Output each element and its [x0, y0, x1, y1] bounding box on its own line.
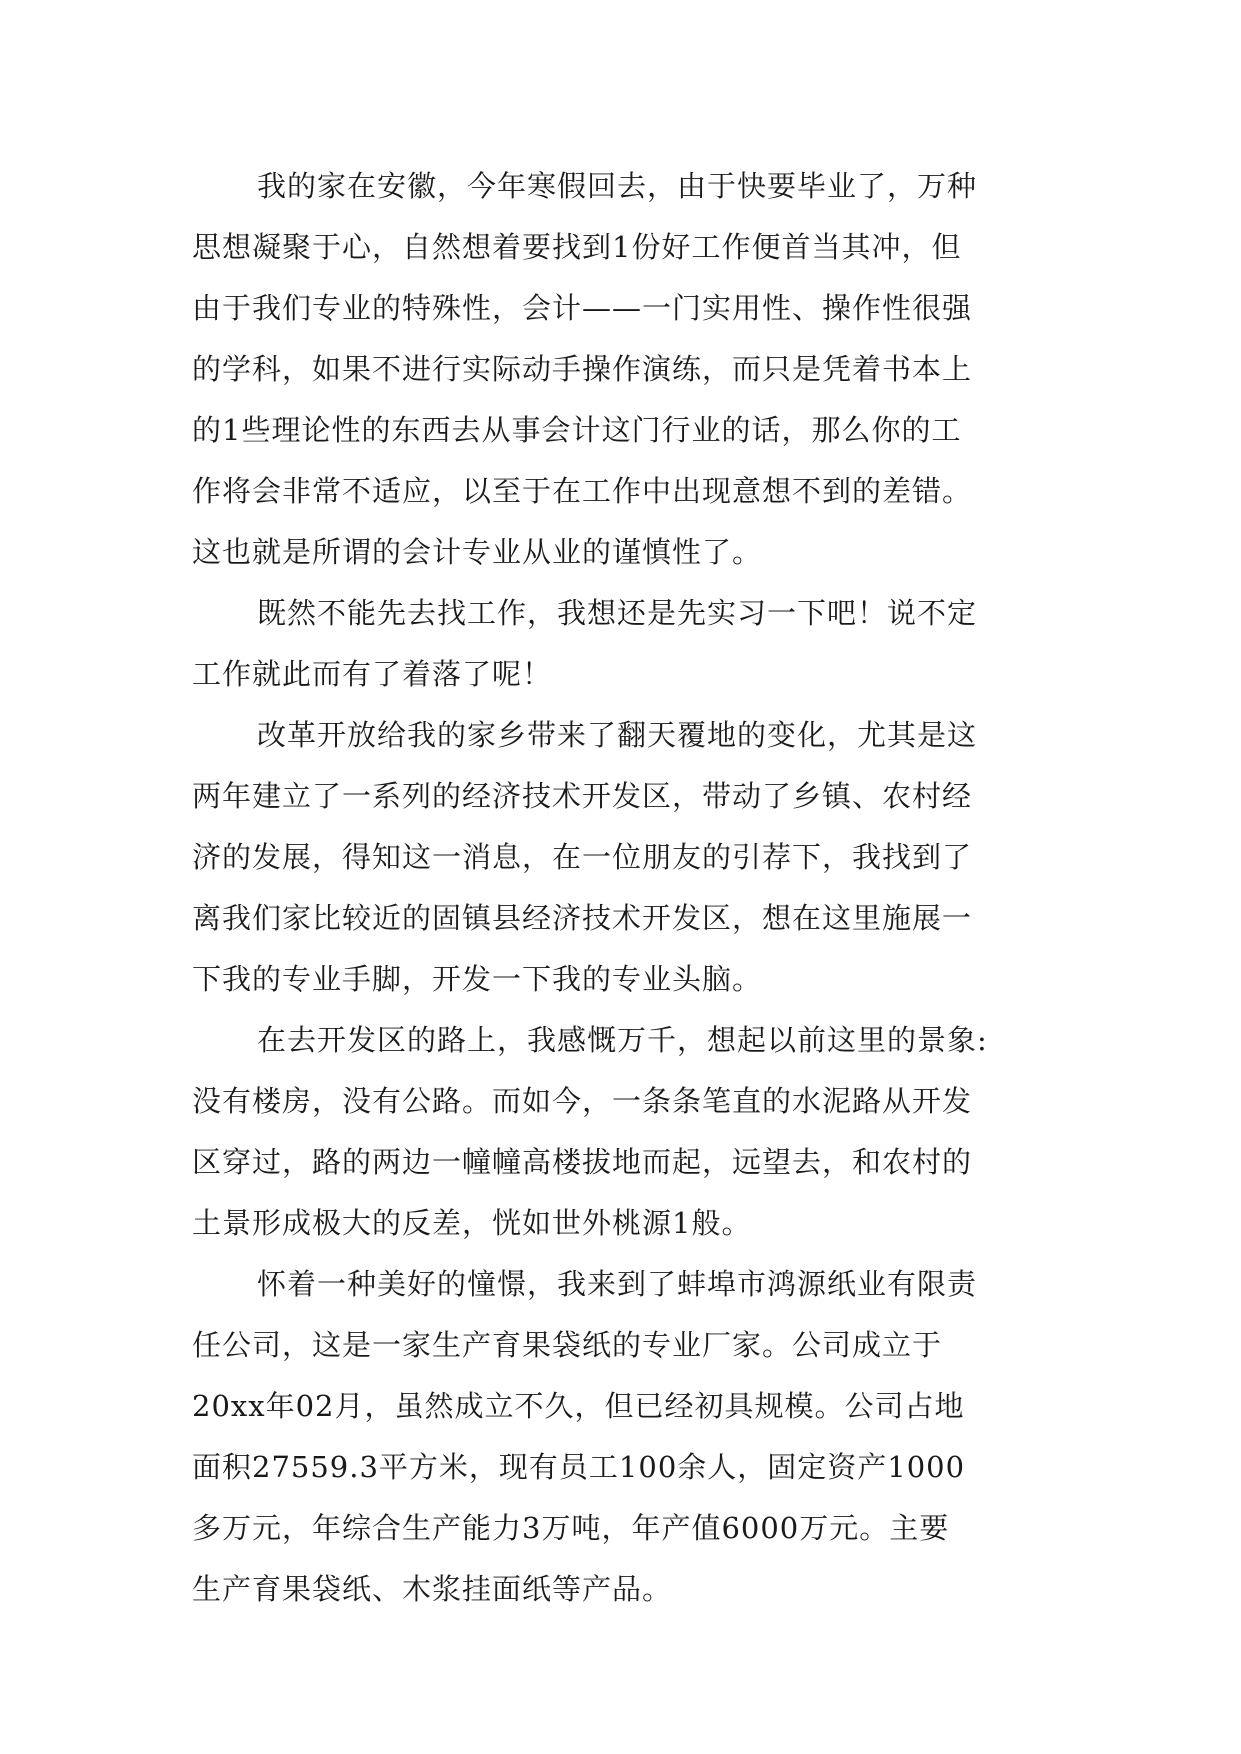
- text-line: 区穿过，路的两边一幢幢高楼拔地而起，远望去，和农村的: [192, 1145, 973, 1179]
- text-line: 离我们家比较近的固镇县经济技术开发区，想在这里施展一: [192, 901, 973, 935]
- body-text: [192, 156, 1072, 1620]
- text-line: 的学科，如果不进行实际动手操作演练，而只是凭着书本上: [192, 352, 973, 386]
- text-line: 这也就是所谓的会计专业从业的谨慎性了。: [192, 535, 763, 569]
- paragraph-1: [192, 156, 1072, 583]
- text-line: 由于我们专业的特殊性，会计——一门实用性、操作性很强: [192, 291, 973, 325]
- text-line: 的1些理论性的东西去从事会计这门行业的话，那么你的工: [192, 413, 962, 447]
- text-line: 改革开放给我的家乡带来了翻天覆地的变化，尤其是这: [257, 718, 978, 752]
- paragraph-5: [192, 1254, 1072, 1620]
- text-line: 没有楼房，没有公路。而如今，一条条笔直的水泥路从开发: [192, 1084, 973, 1118]
- text-line: 思想凝聚于心，自然想着要找到1份好工作便首当其冲，但: [192, 230, 962, 264]
- paragraph-3: [192, 705, 1072, 1010]
- paragraph-2: [192, 583, 1072, 705]
- text-line: 20xx年02月，虽然成立不久，但已经初具规模。公司占地: [192, 1389, 965, 1423]
- text-line: 作将会非常不适应，以至于在工作中出现意想不到的差错。: [192, 474, 973, 508]
- text-line: 济的发展，得知这一消息，在一位朋友的引荐下，我找到了: [192, 840, 973, 874]
- text-line: 生产育果袋纸、木浆挂面纸等产品。: [192, 1572, 673, 1606]
- text-line: 下我的专业手脚，开发一下我的专业头脑。: [192, 962, 763, 996]
- text-line: 工作就此而有了着落了呢！: [192, 657, 553, 691]
- text-line: 我的家在安徽，今年寒假回去，由于快要毕业了，万种: [257, 169, 978, 203]
- text-line: 任公司，这是一家生产育果袋纸的专业厂家。公司成立于: [192, 1328, 943, 1362]
- text-line: 既然不能先去找工作，我想还是先实习一下吧！说不定: [257, 596, 978, 630]
- paragraph-4: [192, 1010, 1072, 1254]
- text-line: 两年建立了一系列的经济技术开发区，带动了乡镇、农村经: [192, 779, 973, 813]
- text-line: 在去开发区的路上，我感慨万千，想起以前这里的景象:: [257, 1023, 988, 1057]
- text-line: 怀着一种美好的憧憬，我来到了蚌埠市鸿源纸业有限责: [257, 1267, 978, 1301]
- text-line: 面积27559.3平方米，现有员工100余人，固定资产1000: [192, 1450, 966, 1484]
- text-line: 土景形成极大的反差，恍如世外桃源1般。: [192, 1206, 752, 1240]
- text-line: 多万元，年综合生产能力3万吨，年产值6000万元。主要: [192, 1511, 950, 1545]
